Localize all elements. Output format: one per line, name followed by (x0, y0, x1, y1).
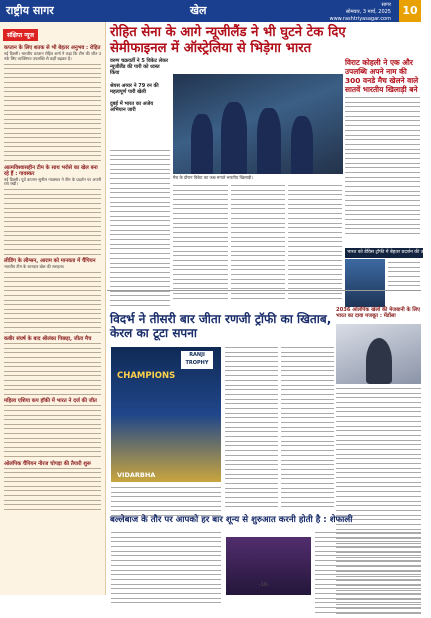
section-divider (107, 290, 421, 291)
meta-city: सागर (381, 2, 391, 8)
highlight-quote: वरुण चक्रवर्ती ने 5 विकेट लेकर न्यूजीलैंड की पारी को ध्वस्त किया (110, 58, 168, 77)
lead-photo (173, 74, 343, 174)
ranji-photo (111, 347, 221, 482)
brief-body (4, 468, 101, 510)
brief-headline[interactable]: कप्तान के लिए शतक से भी बेहतर अनुभव : रोहित (4, 45, 101, 51)
lead-body-col2 (173, 185, 228, 302)
ranji-logo: RANJI TROPHY (181, 351, 213, 369)
ranji-body-col1 (225, 347, 278, 511)
news-brief-label: संक्षिप्त न्यूज (3, 29, 38, 41)
olympic-headline[interactable]: 2036 ओलंपिक खेलों की मेजबानी के लिए भारत का दावा मजबूत : मेंडोंसा (336, 307, 420, 320)
ranji-headline[interactable]: विदर्भ ने तीसरी बार जीता रणजी ट्रॉफी का खिताब, केरल का टूटा सपना (110, 312, 332, 340)
section-title: खेल (190, 4, 207, 17)
olympic-photo (336, 324, 421, 384)
lead-photo-caption: मैच के दौरान विकेट का जश्न मनाते भारतीय खिलाड़ी। (173, 175, 253, 180)
brief-body (4, 64, 101, 161)
ranji-team-text: VIDARBHA (117, 471, 156, 479)
tennis-photo (345, 259, 385, 307)
lead-body-col3 (231, 185, 285, 302)
meta-website: www.rashtriyasagar.com (329, 16, 391, 22)
lead-body-col1 (110, 150, 170, 309)
tennis-headline[interactable]: भारत को डेविस ट्रॉफी में बेहतर प्रदर्शन की उम्मीद (345, 248, 423, 258)
brief-text: नई दिल्ली। भारतीय कप्तान रोहित शर्मा ने कहा कि टीम की जीत उनके लिए व्यक्तिगत उपलब्धि से कहीं बढ़कर है। (4, 51, 101, 61)
brief-body (4, 343, 101, 395)
masthead (0, 0, 421, 22)
lead-highlights (110, 58, 170, 119)
lead-headline[interactable]: रोहित सेना के आगे न्यूजीलैंड ने भी घुटने टेक दिए (110, 25, 346, 40)
brief-headline[interactable]: महिला एशिया कप हॉकी में भारत ने दर्ज की जीत (4, 398, 97, 405)
news-brief-column (0, 22, 106, 595)
brief-text: भारतीय टीम के शानदार खेल की सराहना। (4, 264, 65, 270)
brief-headline[interactable]: ओलंपिक चैंपियन नीरज चोपड़ा की तैयारी शुरू (4, 460, 91, 467)
brief-body (4, 189, 101, 254)
page-footer: -10- (259, 582, 269, 588)
shefali-headline[interactable]: बल्लेबाज के तौर पर आपको हर बार शून्य से शुरुआत करनी होती है : शेफाली (110, 515, 353, 525)
lead-body-col4 (288, 185, 342, 302)
kohli-headline[interactable]: विराट कोहली ने एक और उपलब्धि अपने नाम की 300 वनडे मैच खेलने वाले सातवें भारतीय खिलाड़ी बने (345, 58, 419, 94)
kohli-body (345, 97, 420, 238)
brief-headline[interactable]: कबीर संघर्ष के बाद श्रीलंका पिछड़ा, जीता मैच (4, 336, 92, 343)
ranji-champions-text: CHAMPIONS (117, 371, 176, 381)
highlight-quote: दुबई में भारत का अजेय अभियान जारी (110, 101, 154, 114)
meta-date: सोमवार, 3 मार्च, 2025 (345, 9, 391, 15)
masthead-meta (330, 2, 392, 23)
lead-subheadline[interactable]: सेमीफाइनल में ऑस्ट्रेलिया से भिड़ेगा भारत (110, 41, 312, 56)
ranji-body-col2 (281, 347, 334, 511)
brief-headline[interactable]: आत्मविश्वासहीन टीम के साथ भरोसे का खेल बना रहे हैं : गावस्कर (4, 164, 98, 177)
newspaper-brand: राष्ट्रीय सागर (6, 4, 54, 17)
shefali-body-col2 (315, 532, 421, 616)
brief-body (4, 405, 101, 457)
brief-body (4, 272, 101, 333)
brief-headline[interactable]: लीडिंग के लीग्सन, आराम को मानवता में चैंपियन (4, 258, 96, 265)
shefali-body-col1 (111, 532, 221, 607)
main-content (107, 22, 431, 595)
highlight-quote: श्रेयस अय्यर ने 79 रन की महत्वपूर्ण पारी खेली (110, 82, 159, 95)
page-number: 10 (399, 0, 421, 22)
brief-text: नई दिल्ली। पूर्व कप्तान सुनील गावस्कर ने टीम के प्रदर्शन पर अपनी राय रखी। (4, 176, 101, 187)
